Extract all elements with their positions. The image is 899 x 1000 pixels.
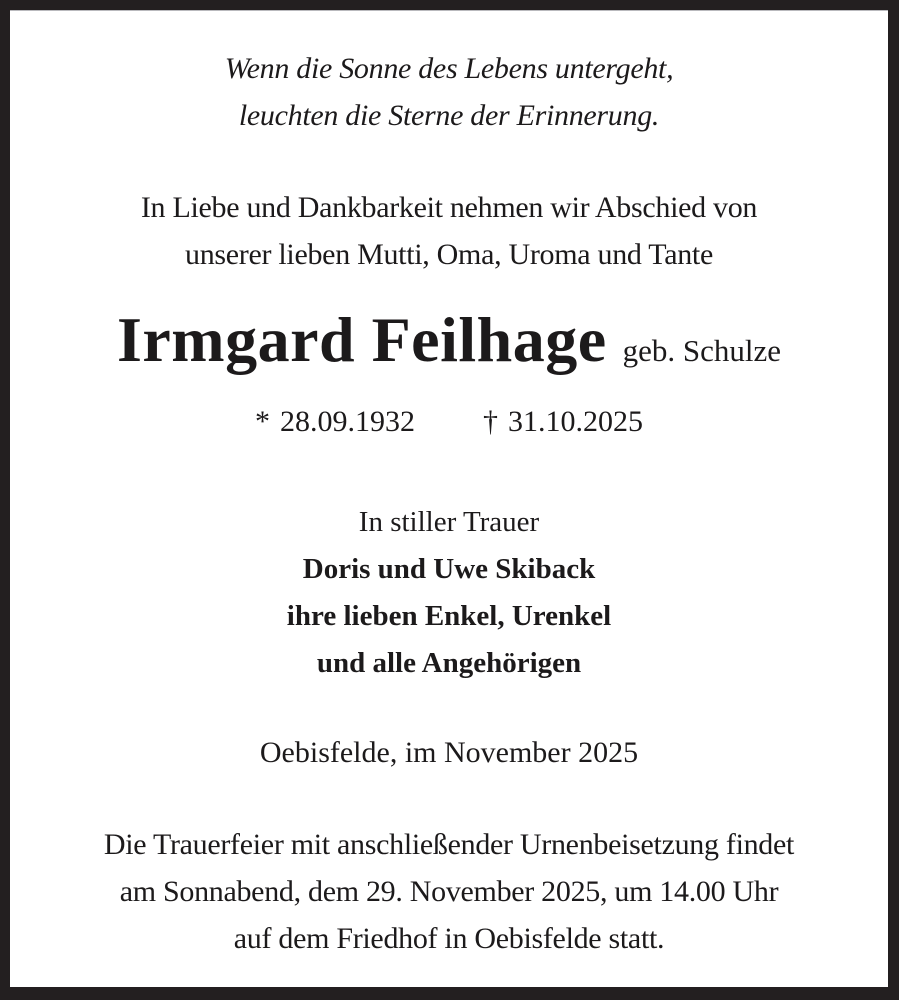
- intro-line-2: unserer lieben Mutti, Oma, Uroma und Tante: [185, 238, 713, 271]
- mourners-section: [10, 499, 888, 687]
- funeral-info: [10, 821, 888, 962]
- funeral-line-2: am Sonnabend, dem 29. November 2025, um 14.00 Uhr: [119, 875, 779, 908]
- life-dates: [10, 401, 888, 443]
- epigraph: [10, 45, 888, 139]
- obituary-card: [10, 10, 888, 987]
- funeral-line-1: Die Trauerfeier mit anschließender Urnenbeisetzung findet: [103, 828, 795, 861]
- death-cross-icon: †: [483, 405, 498, 438]
- death-date-item: [483, 401, 643, 443]
- intro-text: [10, 184, 888, 278]
- deceased-name: Irmgard Feilhage: [116, 304, 607, 375]
- maiden-name: geb. Schulze: [622, 333, 782, 368]
- deceased-name-line: [10, 304, 888, 393]
- birth-star-icon: *: [255, 405, 270, 438]
- birth-date-item: [255, 401, 415, 443]
- mourner-line: ihre lieben Enkel, Urenkel: [286, 600, 612, 632]
- place-and-date: Oebisfelde, im November 2025: [259, 736, 639, 769]
- mourner-line: Doris und Uwe Skiback: [302, 553, 596, 585]
- epigraph-line-2: leuchten die Sterne der Erinnerung.: [238, 99, 660, 132]
- funeral-line-3: auf dem Friedhof in Oebisfelde statt.: [233, 922, 665, 955]
- birth-date: 28.09.1932: [280, 405, 415, 438]
- mourners-heading: In stiller Trauer: [358, 506, 540, 538]
- intro-line-1: In Liebe und Dankbarkeit nehmen wir Abschied von: [140, 191, 758, 224]
- death-date: 31.10.2025: [508, 405, 643, 438]
- epigraph-line-1: Wenn die Sonne des Lebens untergeht,: [224, 52, 674, 85]
- mourner-line: und alle Angehörigen: [316, 647, 582, 679]
